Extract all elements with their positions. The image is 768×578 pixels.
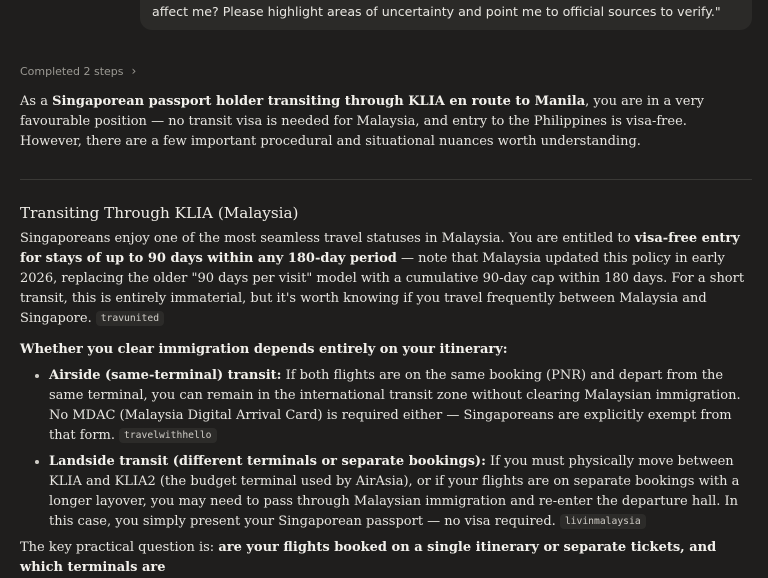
chevron-right-icon: › <box>131 64 137 78</box>
intro-text-2: , you are in a very favourable position — no transit visa is needed for Malaysia, and entry to the Philippines is visa-free. However, there are a few important procedural and situational nuances worth understanding. <box>20 94 705 149</box>
intro-bold: Singaporean passport holder transiting through KLIA en route to Manila <box>52 94 586 109</box>
itinerary-lead-bold: Whether you clear immigration depends entirely on your itinerary: <box>20 342 508 357</box>
airside-text: If both flights are on the same booking (PNR) and depart from the same terminal, you can remain in the international transit zone without clearing Malaysian immigration. No MDAC (Malaysia Digital Arrival Card) is required either — Singaporeans are explicitly exempt from that form. <box>49 368 741 443</box>
list-item-airside <box>49 366 752 446</box>
key-question-paragraph <box>20 538 752 578</box>
transit-options-list <box>20 366 752 532</box>
list-item-landside <box>49 452 752 532</box>
user-message-text: affect me? Please highlight areas of uncertainty and point me to official sources to verify." <box>152 4 721 19</box>
itinerary-lead <box>20 340 752 360</box>
key-question-bold: are your flights booked on a single itinerary or separate tickets, and which terminals are <box>20 540 717 575</box>
status-bold: visa-free entry for stays of up to 90 days within any 180-day period <box>20 231 740 266</box>
citation-chip-travunited[interactable]: travunited <box>96 311 164 326</box>
user-message-bubble <box>140 0 752 30</box>
section-divider <box>20 179 752 180</box>
intro-text-1: As a <box>20 94 53 109</box>
section-heading: Transiting Through KLIA (Malaysia) <box>20 204 299 222</box>
airside-title: Airside (same-terminal) transit: <box>49 368 282 383</box>
assistant-response <box>20 92 752 578</box>
citation-chip-travelwithhello[interactable]: travelwithhello <box>119 428 217 443</box>
status-paragraph <box>20 229 752 329</box>
landside-title: Landside transit (different terminals or separate bookings): <box>49 454 486 469</box>
completed-steps-toggle[interactable] <box>20 64 136 78</box>
intro-paragraph <box>20 92 752 152</box>
landside-text: If you must physically move between KLIA and KLIA2 (the budget terminal used by AirAsia), or if your flights are on separate bookings with a longer layover, you may need to pass through Malaysian immigration and re-enter the departure hall. In this case, you simply present your Singaporean passport — no visa required. <box>49 454 740 529</box>
completed-steps-label: Completed 2 steps <box>20 64 124 78</box>
status-text-1: Singaporeans enjoy one of the most seamless travel statuses in Malaysia. You are entitled to <box>20 231 635 246</box>
key-question-text: The key practical question is: <box>20 540 219 555</box>
status-text-2: — note that Malaysia updated this policy in early 2026, replacing the older "90 days per visit" model with a cumulative 90-day cap within 180 days. For a short transit, this is entirely immaterial, but it's worth knowing if you travel frequently between Malaysia and Singapore. <box>20 251 745 326</box>
citation-chip-livinmalaysia[interactable]: livinmalaysia <box>560 514 646 529</box>
